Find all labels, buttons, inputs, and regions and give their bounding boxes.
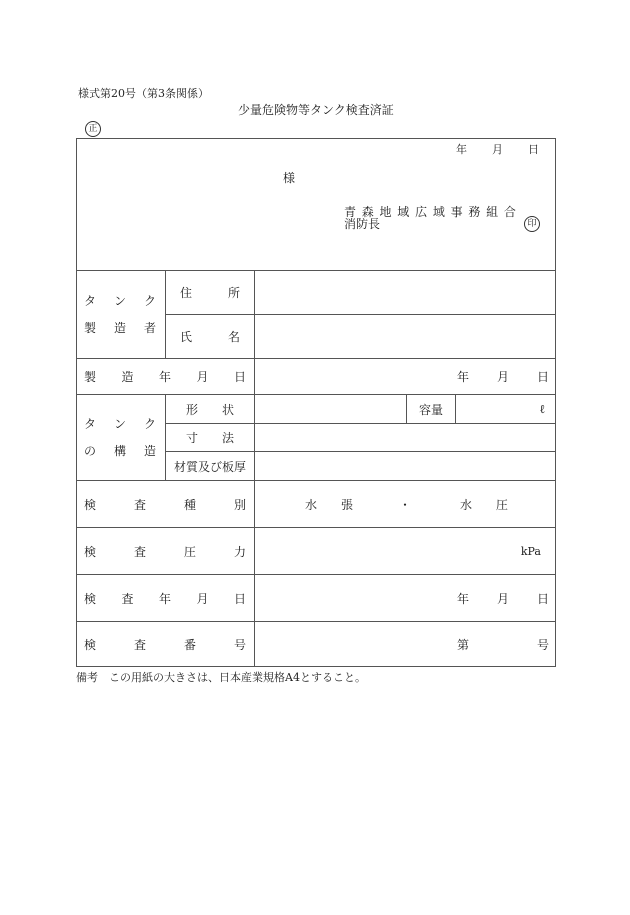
manufacture-date-field[interactable]: 年 月 日 [457,370,549,384]
manufacture-date-label: 製 造 年 月 日 [84,370,246,384]
year-label: 年 [456,143,467,156]
issuer-organization: 青 森 地 域 広 域 事 務 組 合 [344,205,516,219]
name-label: 氏 名 [180,330,240,344]
footnote: 備考 この用紙の大きさは、日本産業規格A4とすること。 [76,671,366,684]
inspection-number-field[interactable]: 第 号 [457,638,549,652]
day-label: 日 [528,143,539,156]
pressure-unit: kPa [520,544,541,558]
inspection-type-separator: ・ [398,497,411,512]
tank-manufacturer-label: タ ン ク 製 造 者 [84,294,156,335]
inspection-date-label: 検 査 年 月 日 [84,591,246,606]
material-thickness-label: 材質及び板厚 [173,459,246,474]
document-title: 少量危険物等タンク検査済証 [238,103,394,117]
rule-manufacturer-sub [165,270,166,358]
capacity-field[interactable] [456,395,555,423]
inspection-date-field[interactable]: 年 月 日 [457,591,549,606]
seal-mark-original: 正 [85,121,101,137]
inspection-type-water-fill[interactable]: 水 張 [305,497,353,512]
capacity-unit: ℓ [539,401,545,416]
inspection-number-label: 検 査 番 号 [84,638,246,652]
month-label: 月 [492,143,503,156]
dimension-field[interactable] [255,424,555,451]
shape-label: 形 状 [186,402,234,417]
official-seal-mark: 印 [524,216,540,232]
address-label: 住 所 [180,286,240,300]
addressee-honorific: 様 [283,171,296,185]
inspection-type-water-pressure[interactable]: 水 圧 [460,497,508,512]
capacity-label: 容量 [418,402,443,417]
shape-field[interactable] [255,395,405,423]
tank-structure-label: タ ン ク の 構 造 [84,417,156,458]
name-field[interactable] [255,315,555,358]
form-number: 様式第20号（第3条関係） [78,87,209,100]
inspection-type-label: 検 査 種 別 [84,497,246,512]
inspection-pressure-label: 検 査 圧 力 [84,544,246,559]
inspection-pressure-field[interactable] [255,528,555,574]
material-thickness-field[interactable] [255,452,555,480]
issue-date [456,141,539,157]
address-field[interactable] [255,271,555,314]
issuer-title: 消防長 [344,217,381,231]
dimension-label: 寸 法 [186,431,234,445]
